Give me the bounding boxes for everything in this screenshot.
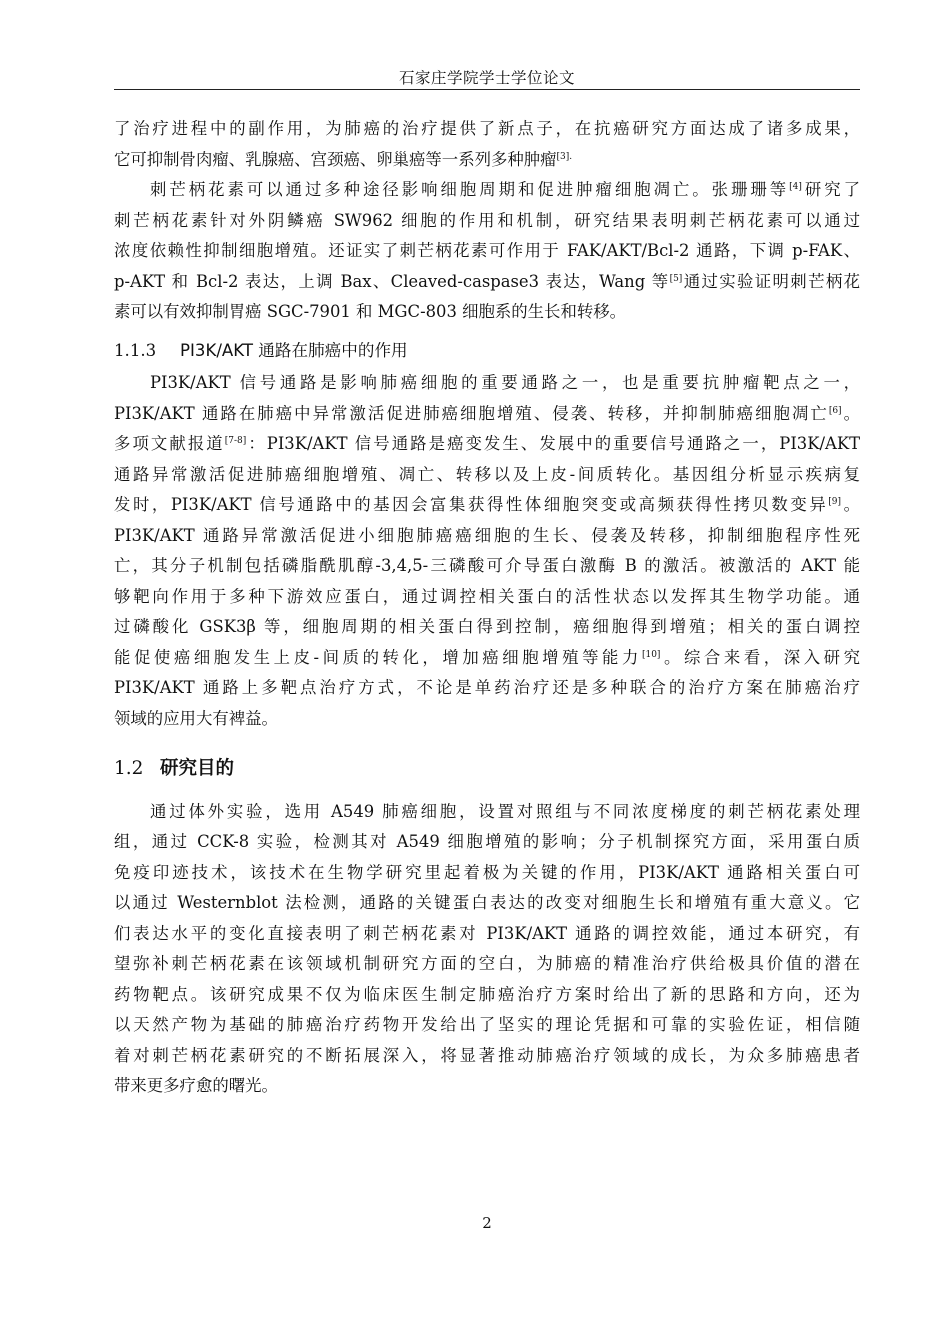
text-line — [114, 612, 860, 643]
line-text-continued: 。综合来看，深入研究 — [660, 647, 860, 667]
line-text: 能促使癌细胞发生上皮-间质的转化，增加癌细胞增殖等能力 — [114, 647, 642, 667]
text-line — [114, 236, 860, 267]
line-text: 刺芒柄花素可以通过多种途径影响细胞周期和促进肿瘤细胞凋亡。张珊珊等 — [150, 180, 790, 199]
text-line — [114, 399, 860, 430]
line-text: 通过体外实验，选用 A549 肺癌细胞，设置对照组与不同浓度梯度的刺芒柄花素处理 — [150, 801, 860, 821]
citation-superscript: [3]. — [556, 151, 573, 162]
line-text: 浓度依赖性抑制细胞增殖。还证实了刺芒柄花素可作用于 FAK/AKT/Bcl-2 通路，下调 p-FAK、 — [114, 241, 860, 260]
line-text: 刺芒柄花素针对外阴鳞癌 SW962 细胞的作用和机制，研究结果表明刺芒柄花素可以通过 — [114, 210, 860, 230]
paragraph-2 — [114, 175, 860, 328]
text-line — [114, 1041, 860, 1072]
text-line — [114, 704, 860, 735]
page-number: 2 — [482, 1214, 492, 1232]
citation-superscript: [9] — [828, 497, 842, 507]
line-text: 它可抑制骨肉瘤、乳腺癌、宫颈癌、卵巢癌等一系列多种肿瘤 — [114, 149, 557, 169]
line-text: PI3K/AKT 通路在肺癌中异常激活促进肺癌细胞增殖、侵袭、转移，并抑制肺癌细胞凋亡 — [114, 403, 829, 423]
line-text: 望弥补刺芒柄花素在该领域机制研究方面的空白，为肺癌的精准治疗供给极具价值的潜在 — [114, 954, 860, 973]
section-number: 1.2 — [114, 758, 144, 779]
text-line — [114, 827, 860, 858]
line-text: 多项文献报道 — [114, 434, 225, 453]
text-line — [114, 1010, 860, 1041]
line-text: 了治疗进程中的副作用，为肺癌的治疗提供了新点子，在抗癌研究方面达成了诸多成果， — [114, 119, 860, 138]
section-title: PI3K/AKT 通路在肺癌中的作用 — [180, 340, 408, 360]
text-line — [114, 551, 860, 582]
line-text: 免疫印迹技术，该技术在生物学研究里起着极为关键的作用，PI3K/AKT 通路相关蛋白可 — [114, 862, 860, 882]
document-body — [114, 114, 860, 1102]
line-text: 亡，其分子机制包括磷脂酰肌醇-3,4,5-三磷酸可介导蛋白激酶 B 的激活。被激活的 AKT 能 — [114, 556, 860, 575]
line-text: 发时，PI3K/AKT 信号通路中的基因会富集获得性体细胞突变或高频获得性拷贝数变异 — [114, 495, 829, 514]
line-text: 够靶向作用于多种下游效应蛋白，通过调控相关蛋白的活性状态以发挥其生物学功能。通 — [114, 586, 860, 606]
line-text-continued: 研究了 — [801, 180, 861, 199]
text-line — [114, 175, 860, 206]
text-line — [114, 114, 860, 145]
line-text: 通路异常激活促进肺癌细胞增殖、凋亡、转移以及上皮-间质转化。基因组分析显示疾病复 — [114, 464, 860, 484]
line-text: 领域的应用大有裨益。 — [114, 708, 278, 728]
text-line — [114, 521, 860, 552]
line-text: 过磷酸化 GSK3β 等，细胞周期的相关蛋白得到控制，癌细胞得到增殖；相关的蛋白调控 — [114, 617, 860, 636]
text-line — [114, 888, 860, 919]
paragraph-1 — [114, 114, 860, 175]
line-text-continued: 通过实验证明刺芒柄花 — [682, 271, 861, 291]
text-line — [114, 206, 860, 237]
section-title: 研究目的 — [160, 758, 235, 779]
text-line — [114, 490, 860, 521]
citation-superscript: [10] — [641, 649, 661, 660]
header-rule — [114, 89, 860, 90]
section-heading-1-2 — [114, 754, 860, 785]
citation-superscript: [6] — [828, 405, 842, 416]
line-text: 们表达水平的变化直接表明了刺芒柄花素对 PI3K/AKT 通路的调控效能，通过本研究，有 — [114, 923, 860, 943]
line-text: 带来更多疗愈的曙光。 — [114, 1076, 278, 1095]
line-text: 组，通过 CCK-8 实验，检测其对 A549 细胞增殖的影响；分子机制探究方面，采用蛋白质 — [114, 832, 860, 851]
citation-superscript: [4] — [789, 182, 802, 192]
line-text: PI3K/AKT 通路异常激活促进小细胞肺癌癌细胞的生长、侵袭及转移，抑制细胞程序性死 — [114, 525, 860, 545]
line-text: PI3K/AKT 信号通路是影响肺癌细胞的重要通路之一，也是重要抗肿瘤靶点之一， — [150, 373, 860, 392]
text-line — [114, 858, 860, 889]
paragraph-4 — [114, 797, 860, 1102]
text-line — [114, 673, 860, 704]
citation-superscript: [7-8] — [224, 436, 247, 446]
section-number: 1.1.3 — [114, 340, 157, 360]
text-line — [114, 368, 860, 399]
line-text: p-AKT 和 Bcl-2 表达，上调 Bax、Cleaved-caspase3 表达，Wang 等 — [114, 271, 670, 291]
line-text-continued: 。 — [841, 403, 860, 423]
section-heading-1-1-3 — [114, 336, 860, 367]
text-line — [114, 582, 860, 613]
text-line — [114, 919, 860, 950]
text-line — [114, 1071, 860, 1102]
text-line — [114, 643, 860, 674]
text-line — [114, 797, 860, 828]
citation-superscript: [5] — [669, 273, 683, 284]
text-line — [114, 297, 860, 328]
line-text: 素可以有效抑制胃癌 SGC-7901 和 MGC-803 细胞系的生长和转移。 — [114, 302, 627, 321]
line-text: 以天然产物为基础的肺癌治疗药物开发给出了坚实的理论凭据和可靠的实验佐证，相信随 — [114, 1015, 860, 1034]
line-text: PI3K/AKT 通路上多靶点治疗方式，不论是单药治疗还是多种联合的治疗方案在肺癌治疗 — [114, 678, 860, 697]
text-line — [114, 429, 860, 460]
line-text: 药物靶点。该研究成果不仅为临床医生制定肺癌治疗方案时给出了新的思路和方向，还为 — [114, 984, 860, 1004]
text-line — [114, 145, 860, 176]
line-text-continued: ：PI3K/AKT 信号通路是癌变发生、发展中的重要信号通路之一，PI3K/AKT — [246, 434, 861, 453]
text-line — [114, 460, 860, 491]
line-text: 着对刺芒柄花素研究的不断拓展深入，将显著推动肺癌治疗领域的成长，为众多肺癌患者 — [114, 1045, 860, 1065]
line-text: 以通过 Westernblot 法检测，通路的关键蛋白表达的改变对细胞生长和增殖有重大意义。它 — [114, 893, 860, 912]
line-text-continued: 。 — [841, 495, 861, 514]
text-line — [114, 949, 860, 980]
running-header: 石家庄学院学士学位论文 — [398, 69, 575, 87]
paragraph-3 — [114, 368, 860, 734]
text-line — [114, 267, 860, 298]
text-line — [114, 980, 860, 1011]
